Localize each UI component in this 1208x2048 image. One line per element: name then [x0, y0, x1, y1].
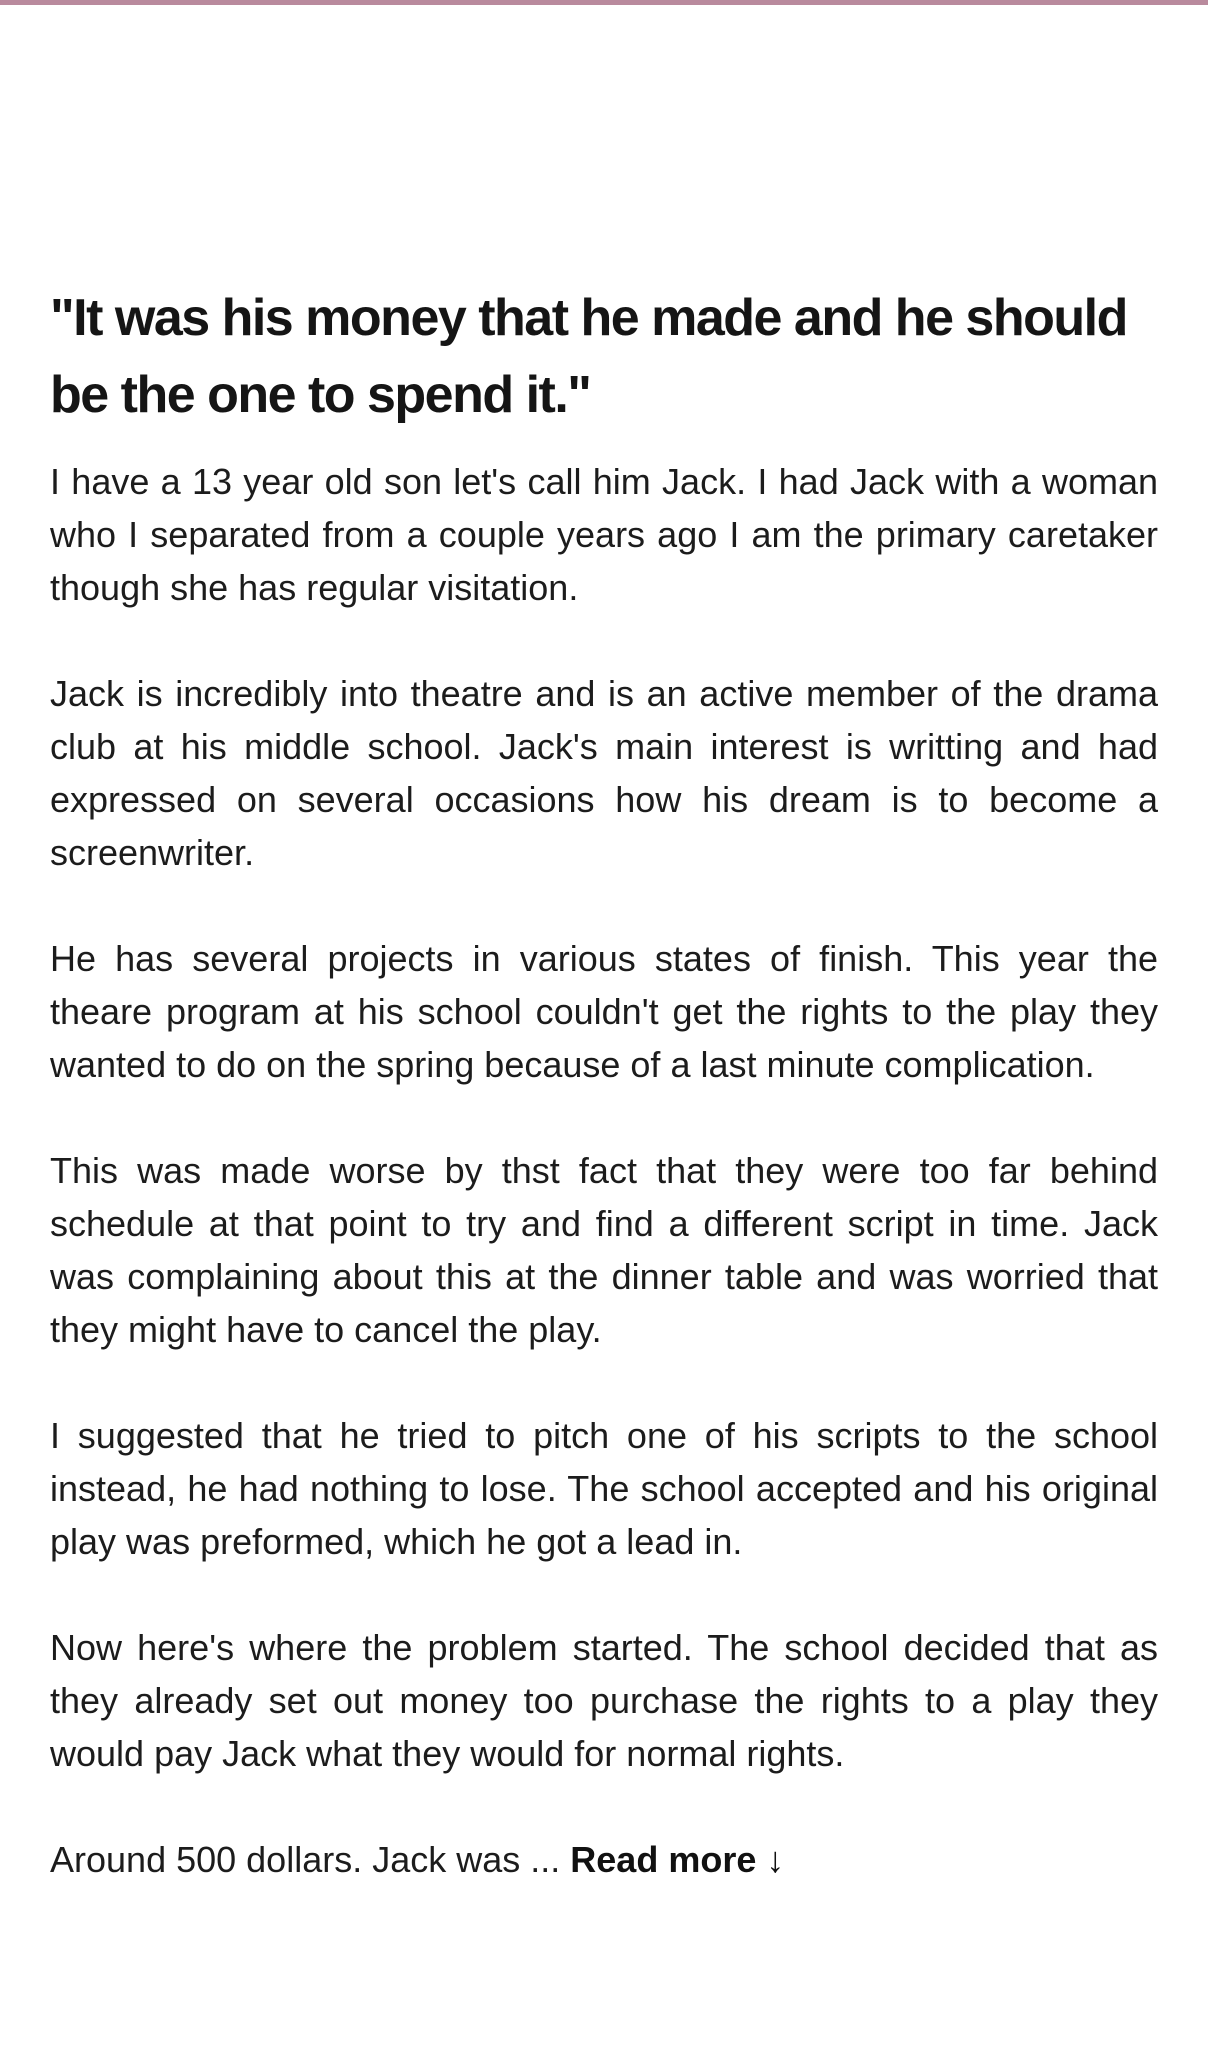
article-paragraph: I have a 13 year old son let's call him Jack. I had Jack with a woman who I separated from a couple years ago I am the primary caretaker though she has regular visitation. [50, 461, 1158, 608]
article-paragraph: Now here's where the problem started. The school decided that as they already set out money too purchase the rights to a play they would pay Jack what they would for normal rights. [50, 1627, 1158, 1774]
article-paragraph: He has several projects in various states of finish. This year the theare program at his school couldn't get the rights to the play they wanted to do on the spring because of a last minute complication. [50, 938, 1158, 1085]
article [50, 280, 1158, 1886]
article-teaser-paragraph [50, 1833, 1158, 1886]
article-paragraph: This was made worse by thst fact that they were too far behind schedule at that point to try and find a different script in time. Jack was complaining about this at the dinner table and was worried that they might have to cancel the play. [50, 1150, 1158, 1350]
article-teaser-text: Around 500 dollars. Jack was ... [50, 1839, 561, 1880]
article-paragraph: I suggested that he tried to pitch one of his scripts to the school instead, he had nothing to lose. The school accepted and his original play was preformed, which he got a lead in. [50, 1415, 1158, 1562]
article-headline: "It was his money that he made and he should be the one to spend it." [50, 289, 1127, 424]
read-more-link[interactable]: Read more ↓ [570, 1839, 785, 1880]
top-accent-bar [0, 0, 1208, 5]
article-paragraph: Jack is incredibly into theatre and is an active member of the drama club at his middle school. Jack's main interest is writting and had expressed on several occasions how his dream is to become a screenwriter. [50, 673, 1158, 873]
